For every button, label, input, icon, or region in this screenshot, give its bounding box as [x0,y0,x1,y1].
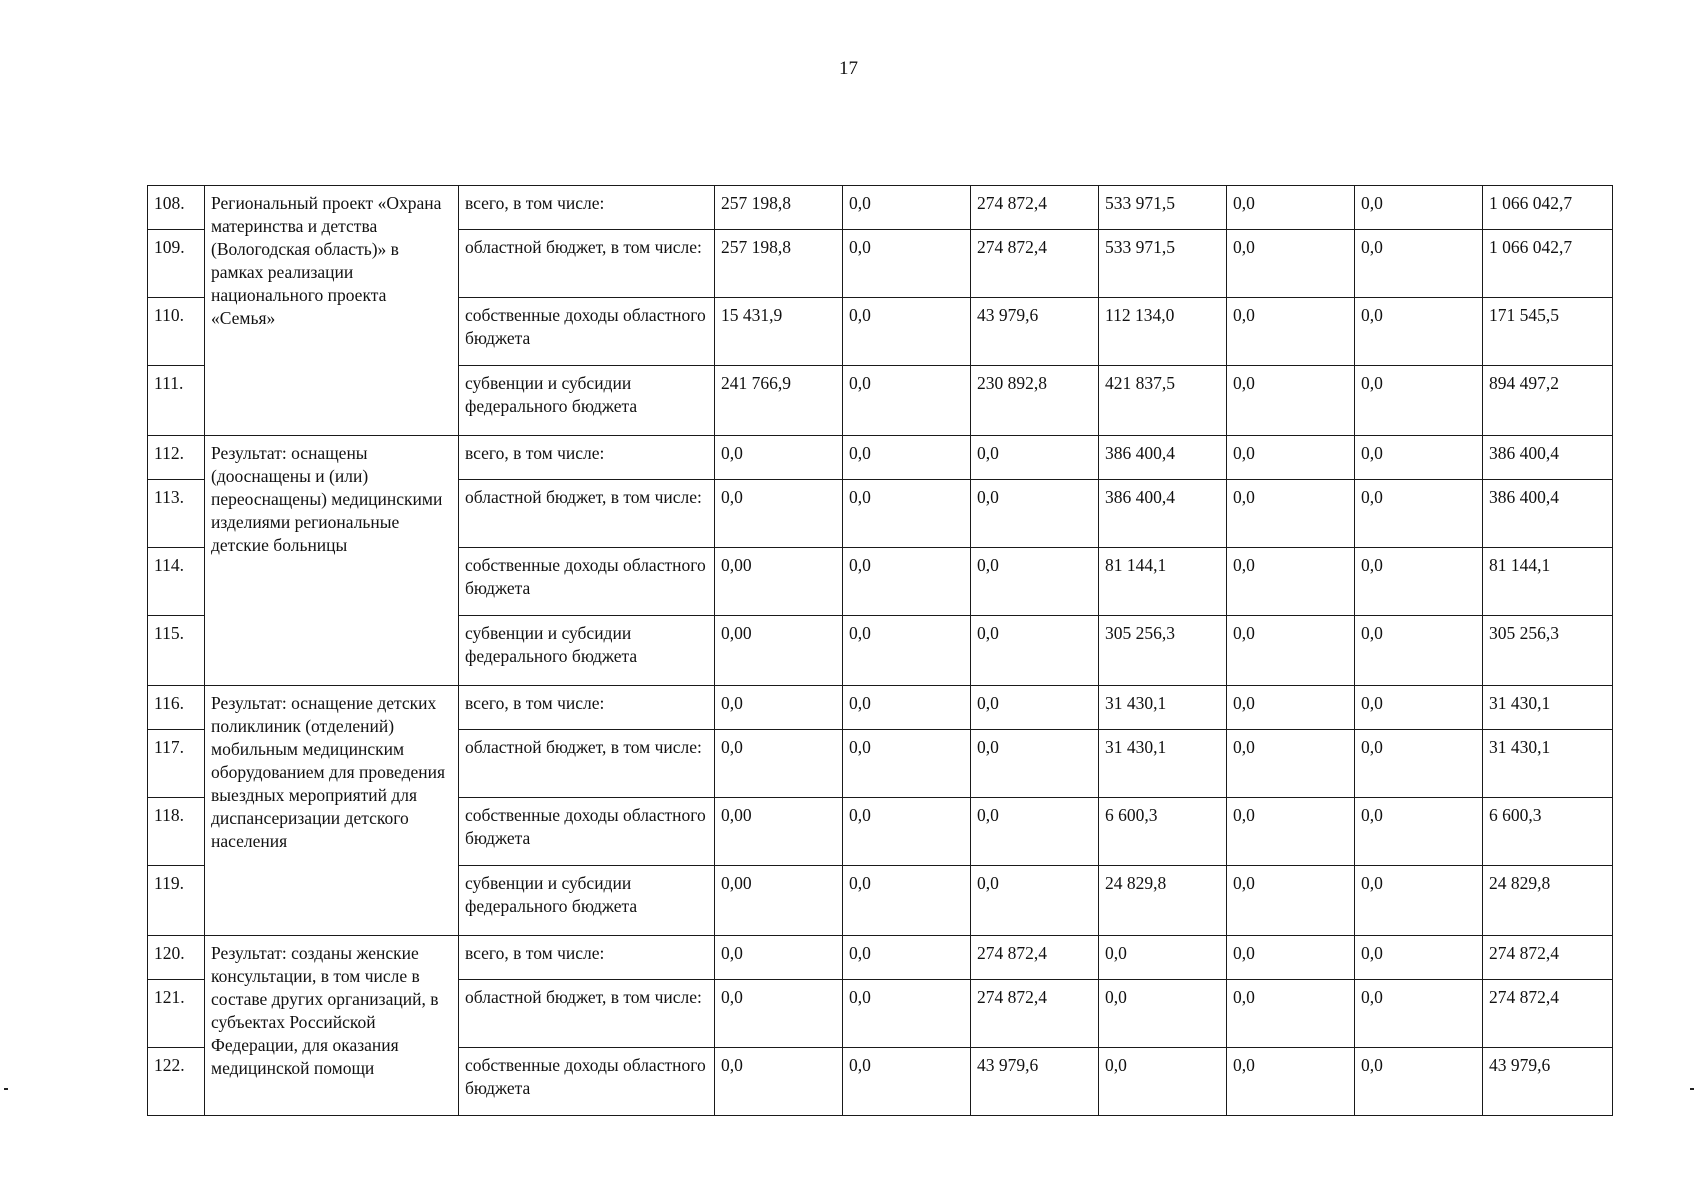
value-cell: 386 400,4 [1099,436,1227,480]
value-cell: 0,0 [715,1048,843,1116]
value-cell: 0,0 [1227,866,1355,936]
value-cell: 0,0 [1355,230,1483,298]
total-cell: 386 400,4 [1483,436,1613,480]
value-cell: 0,0 [843,1048,971,1116]
value-cell: 0,0 [971,798,1099,866]
value-cell: 0,0 [1227,936,1355,980]
row-number: 109. [148,230,205,298]
value-cell: 0,0 [1099,1048,1227,1116]
funding-source: субвенции и субсидии федерального бюджета [459,366,715,436]
value-cell: 0,0 [1227,980,1355,1048]
value-cell: 0,0 [843,548,971,616]
total-cell: 31 430,1 [1483,730,1613,798]
value-cell: 0,0 [843,936,971,980]
value-cell: 0,0 [843,798,971,866]
value-cell: 0,0 [971,686,1099,730]
scan-margin-mark-right [1690,1088,1694,1090]
value-cell: 43 979,6 [971,298,1099,366]
value-cell: 0,0 [971,436,1099,480]
value-cell: 0,0 [971,730,1099,798]
table-row [148,436,1613,480]
total-cell: 1 066 042,7 [1483,186,1613,230]
row-number: 118. [148,798,205,866]
funding-source: собственные доходы областного бюджета [459,548,715,616]
project-title: Результат: оснащение детских поликлиник (отделений) мобильным медицинским оборудованием для проведения выездных мероприятий для диспансеризации детского населения [205,686,459,936]
value-cell: 257 198,8 [715,186,843,230]
funding-source: собственные доходы областного бюджета [459,298,715,366]
funding-source: собственные доходы областного бюджета [459,798,715,866]
row-number: 122. [148,1048,205,1116]
value-cell: 24 829,8 [1099,866,1227,936]
value-cell: 0,0 [843,980,971,1048]
value-cell: 0,0 [715,436,843,480]
funding-source: областной бюджет, в том числе: [459,730,715,798]
value-cell: 0,0 [1355,936,1483,980]
value-cell: 0,0 [1227,548,1355,616]
value-cell: 0,0 [1355,480,1483,548]
row-number: 113. [148,480,205,548]
value-cell: 0,0 [971,866,1099,936]
row-number: 121. [148,980,205,1048]
table-row [148,186,1613,230]
value-cell: 31 430,1 [1099,730,1227,798]
value-cell: 0,0 [1355,730,1483,798]
value-cell: 0,0 [1227,480,1355,548]
value-cell: 0,0 [1355,436,1483,480]
value-cell: 241 766,9 [715,366,843,436]
row-number: 108. [148,186,205,230]
total-cell: 274 872,4 [1483,980,1613,1048]
value-cell: 0,0 [1227,798,1355,866]
project-title: Результат: созданы женские консультации, в том числе в составе других организаций, в субъектах Российской Федерации, для оказания медицинской помощи [205,936,459,1116]
scan-margin-mark-left [4,1088,8,1090]
value-cell: 0,00 [715,866,843,936]
funding-source: собственные доходы областного бюджета [459,1048,715,1116]
funding-source: всего, в том числе: [459,186,715,230]
value-cell: 421 837,5 [1099,366,1227,436]
row-number: 120. [148,936,205,980]
value-cell: 0,0 [1355,298,1483,366]
value-cell: 0,0 [1355,1048,1483,1116]
value-cell: 0,0 [1227,366,1355,436]
value-cell: 0,0 [971,480,1099,548]
value-cell: 0,0 [1099,980,1227,1048]
row-number: 115. [148,616,205,686]
value-cell: 15 431,9 [715,298,843,366]
total-cell: 1 066 042,7 [1483,230,1613,298]
row-number: 110. [148,298,205,366]
value-cell: 0,0 [715,686,843,730]
value-cell: 0,0 [1099,936,1227,980]
value-cell: 0,00 [715,548,843,616]
value-cell: 0,0 [1227,616,1355,686]
total-cell: 24 829,8 [1483,866,1613,936]
value-cell: 0,0 [843,730,971,798]
total-cell: 31 430,1 [1483,686,1613,730]
row-number: 114. [148,548,205,616]
table-body [148,186,1613,1116]
value-cell: 0,0 [1227,230,1355,298]
value-cell: 0,0 [1355,366,1483,436]
value-cell: 0,0 [843,480,971,548]
value-cell: 0,0 [971,616,1099,686]
value-cell: 230 892,8 [971,366,1099,436]
value-cell: 0,0 [1355,686,1483,730]
value-cell: 257 198,8 [715,230,843,298]
project-title: Результат: оснащены (дооснащены и (или) переоснащены) медицинскими изделиями региональные детские больницы [205,436,459,686]
total-cell: 81 144,1 [1483,548,1613,616]
value-cell: 0,0 [843,436,971,480]
value-cell: 0,0 [843,186,971,230]
value-cell: 112 134,0 [1099,298,1227,366]
funding-source: субвенции и субсидии федерального бюджета [459,616,715,686]
value-cell: 6 600,3 [1099,798,1227,866]
value-cell: 0,0 [1355,980,1483,1048]
value-cell: 43 979,6 [971,1048,1099,1116]
value-cell: 0,0 [843,866,971,936]
page-number: 17 [839,58,858,79]
value-cell: 274 872,4 [971,186,1099,230]
value-cell: 533 971,5 [1099,186,1227,230]
value-cell: 0,0 [843,366,971,436]
value-cell: 274 872,4 [971,936,1099,980]
value-cell: 0,0 [1227,730,1355,798]
row-number: 111. [148,366,205,436]
value-cell: 0,0 [971,548,1099,616]
value-cell: 533 971,5 [1099,230,1227,298]
total-cell: 894 497,2 [1483,366,1613,436]
funding-source: всего, в том числе: [459,436,715,480]
value-cell: 0,0 [843,616,971,686]
value-cell: 0,0 [715,730,843,798]
total-cell: 274 872,4 [1483,936,1613,980]
value-cell: 0,0 [715,936,843,980]
value-cell: 0,0 [843,230,971,298]
total-cell: 43 979,6 [1483,1048,1613,1116]
funding-source: всего, в том числе: [459,686,715,730]
value-cell: 0,0 [1227,186,1355,230]
value-cell: 0,00 [715,616,843,686]
total-cell: 305 256,3 [1483,616,1613,686]
funding-source: областной бюджет, в том числе: [459,230,715,298]
value-cell: 0,0 [715,480,843,548]
value-cell: 81 144,1 [1099,548,1227,616]
funding-source: областной бюджет, в том числе: [459,480,715,548]
value-cell: 0,00 [715,798,843,866]
value-cell: 274 872,4 [971,980,1099,1048]
funding-source: областной бюджет, в том числе: [459,980,715,1048]
total-cell: 386 400,4 [1483,480,1613,548]
value-cell: 0,0 [1227,686,1355,730]
value-cell: 0,0 [1227,436,1355,480]
row-number: 119. [148,866,205,936]
funding-source: всего, в том числе: [459,936,715,980]
value-cell: 386 400,4 [1099,480,1227,548]
value-cell: 0,0 [715,980,843,1048]
value-cell: 31 430,1 [1099,686,1227,730]
row-number: 117. [148,730,205,798]
value-cell: 0,0 [1227,298,1355,366]
row-number: 116. [148,686,205,730]
total-cell: 6 600,3 [1483,798,1613,866]
row-number: 112. [148,436,205,480]
value-cell: 0,0 [1227,1048,1355,1116]
value-cell: 305 256,3 [1099,616,1227,686]
total-cell: 171 545,5 [1483,298,1613,366]
budget-table [147,185,1613,1116]
table-row [148,936,1613,980]
value-cell: 274 872,4 [971,230,1099,298]
value-cell: 0,0 [1355,186,1483,230]
project-title: Региональный проект «Охрана материнства и детства (Вологодская область)» в рамках реализации национального проекта «Семья» [205,186,459,436]
value-cell: 0,0 [1355,798,1483,866]
value-cell: 0,0 [1355,616,1483,686]
table-row [148,686,1613,730]
value-cell: 0,0 [1355,548,1483,616]
value-cell: 0,0 [843,298,971,366]
funding-source: субвенции и субсидии федерального бюджета [459,866,715,936]
value-cell: 0,0 [843,686,971,730]
value-cell: 0,0 [1355,866,1483,936]
